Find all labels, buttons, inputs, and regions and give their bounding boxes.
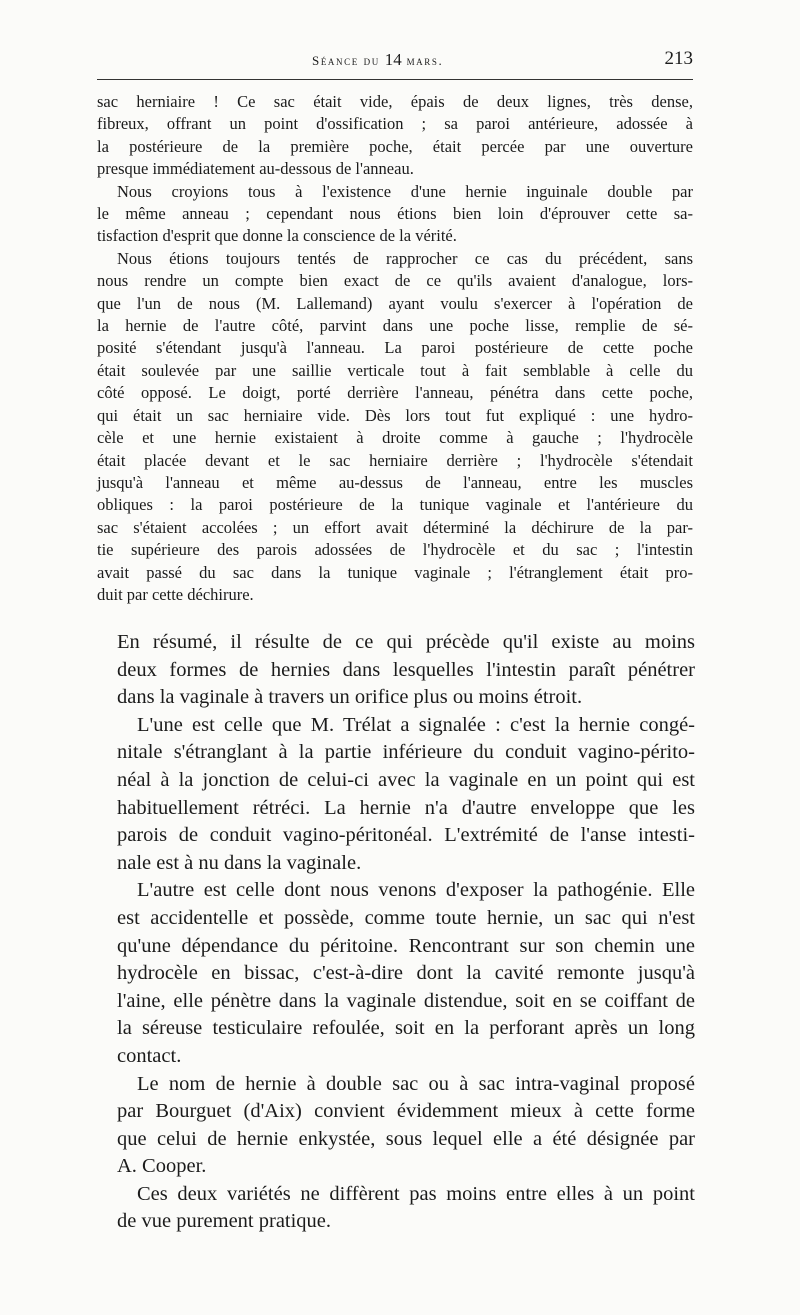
text-line: fibreux, offrant un point d'ossification ; sa paroi antérieure, adossée à (97, 114, 693, 134)
text-line: nous rendre un compte bien exact de ce qu'ils avaient d'analogue, lors- (97, 271, 693, 291)
text-line: jusqu'à l'anneau et même au-dessus de l'anneau, entre les muscles (97, 472, 693, 492)
text-line: duit par cette déchirure. (97, 584, 254, 604)
small-print-block (97, 91, 693, 606)
text-line: la hernie de l'autre côté, parvint dans une poche lisse, remplie de sé- (97, 316, 693, 336)
text-line: contact. (117, 1044, 182, 1067)
running-title (312, 50, 443, 70)
text-line: était soulevée par une saillie verticale tout à fait semblable à celle du (97, 360, 693, 380)
text-line: parois de conduit vagino-péritonéal. L'extrémité de l'anse intesti- (117, 824, 695, 847)
text-line: Le nom de hernie à double sac ou à sac intra-vaginal proposé (137, 1072, 695, 1095)
text-line: habituellement rétréci. La hernie n'a d'autre enveloppe que les (117, 796, 695, 819)
text-line: hydrocèle en bissac, c'est-à-dire dont la cavité remonte jusqu'à (117, 962, 695, 985)
text-line: cèle et une hernie existaient à droite comme à gauche ; l'hydrocèle (97, 428, 693, 448)
page-header (97, 50, 693, 74)
text-line: Nous étions toujours tentés de rapprocher ce cas du précédent, sans (117, 248, 693, 268)
text-line: était placée devant et le sac herniaire derrière ; l'hydrocèle s'étendait (97, 450, 693, 470)
text-line: qui était un sac herniaire vide. Dès lors tout fut expliqué : une hydro- (97, 405, 693, 425)
running-title-day: 14 (384, 50, 402, 69)
text-line: côté opposé. Le doigt, porté derrière l'anneau, pénétra dans cette poche, (97, 383, 693, 403)
text-line: sac herniaire ! Ce sac était vide, épais de deux lignes, très dense, (97, 92, 693, 111)
text-line: que celui de hernie enkystée, sous lequel elle a été désignée par (117, 1127, 695, 1150)
text-line: Nous croyions tous à l'existence d'une hernie inguinale double par (117, 181, 693, 201)
text-line: nale est à nu dans la vaginale. (117, 851, 362, 874)
text-line: En résumé, il résulte de ce qui précède qu'il existe au moins (117, 631, 695, 653)
text-line: avait passé du sac dans la tunique vaginale ; l'étranglement était pro- (97, 562, 693, 582)
text-line: Ces deux variétés ne diffèrent pas moins entre elles à un point (137, 1182, 695, 1205)
main-text-block (117, 629, 695, 1236)
text-line: L'autre est celle dont nous venons d'exposer la pathogénie. Elle (137, 879, 695, 902)
text-line: le même anneau ; cependant nous étions bien loin d'éprouver cette sa- (97, 204, 693, 224)
text-line: sac s'étaient accolées ; un effort avait déterminé la déchirure de la par- (97, 517, 693, 537)
header-rule (97, 79, 693, 80)
text-line: presque immédiatement au-dessous de l'anneau. (97, 159, 414, 179)
text-line: l'aine, elle pénètre dans la vaginale distendue, soit en se coiffant de (117, 989, 695, 1012)
text-line: deux formes de hernies dans lesquelles l'intestin paraît pénétrer (117, 658, 695, 681)
running-title-start: Séance du (312, 53, 385, 68)
text-line: la postérieure de la première poche, était percée par une ouverture (97, 136, 693, 156)
text-line: tisfaction d'esprit que donne la conscience de la vérité. (97, 226, 457, 246)
text-line: posité s'étendant jusqu'à l'anneau. La paroi postérieure de cette poche (97, 338, 693, 358)
running-title-end: mars. (401, 53, 444, 68)
page-number: 213 (664, 48, 693, 69)
text-line: dans la vaginale à travers un orifice plus ou moins étroit. (117, 686, 583, 709)
text-line: L'une est celle que M. Trélat a signalée : c'est la hernie congé- (137, 713, 695, 736)
text-line: par Bourguet (d'Aix) convient évidemment mieux à cette forme (117, 1100, 695, 1123)
text-line: qu'une dépendance du péritoine. Rencontrant sur son chemin une (117, 934, 695, 957)
text-line: obliques : la paroi postérieure de la tunique vaginale et l'antérieure du (97, 495, 693, 515)
text-line: la séreuse testiculaire refoulée, soit en la perforant après un long (117, 1017, 695, 1040)
text-line: A. Cooper. (117, 1155, 207, 1178)
text-line: de vue purement pratique. (117, 1210, 332, 1233)
text-line: que l'un de nous (M. Lallemand) ayant voulu s'exercer à l'opération de (97, 293, 693, 313)
text-line: est accidentelle et possède, comme toute hernie, un sac qui n'est (117, 906, 695, 929)
text-line: néal à la jonction de celui-ci avec la vaginale en un point qui est (117, 768, 695, 791)
text-line: nitale s'étranglant à la partie inférieure du conduit vagino-périto- (117, 741, 695, 764)
text-line: tie supérieure des parois adossées de l'hydrocèle et du sac ; l'intestin (97, 540, 693, 560)
